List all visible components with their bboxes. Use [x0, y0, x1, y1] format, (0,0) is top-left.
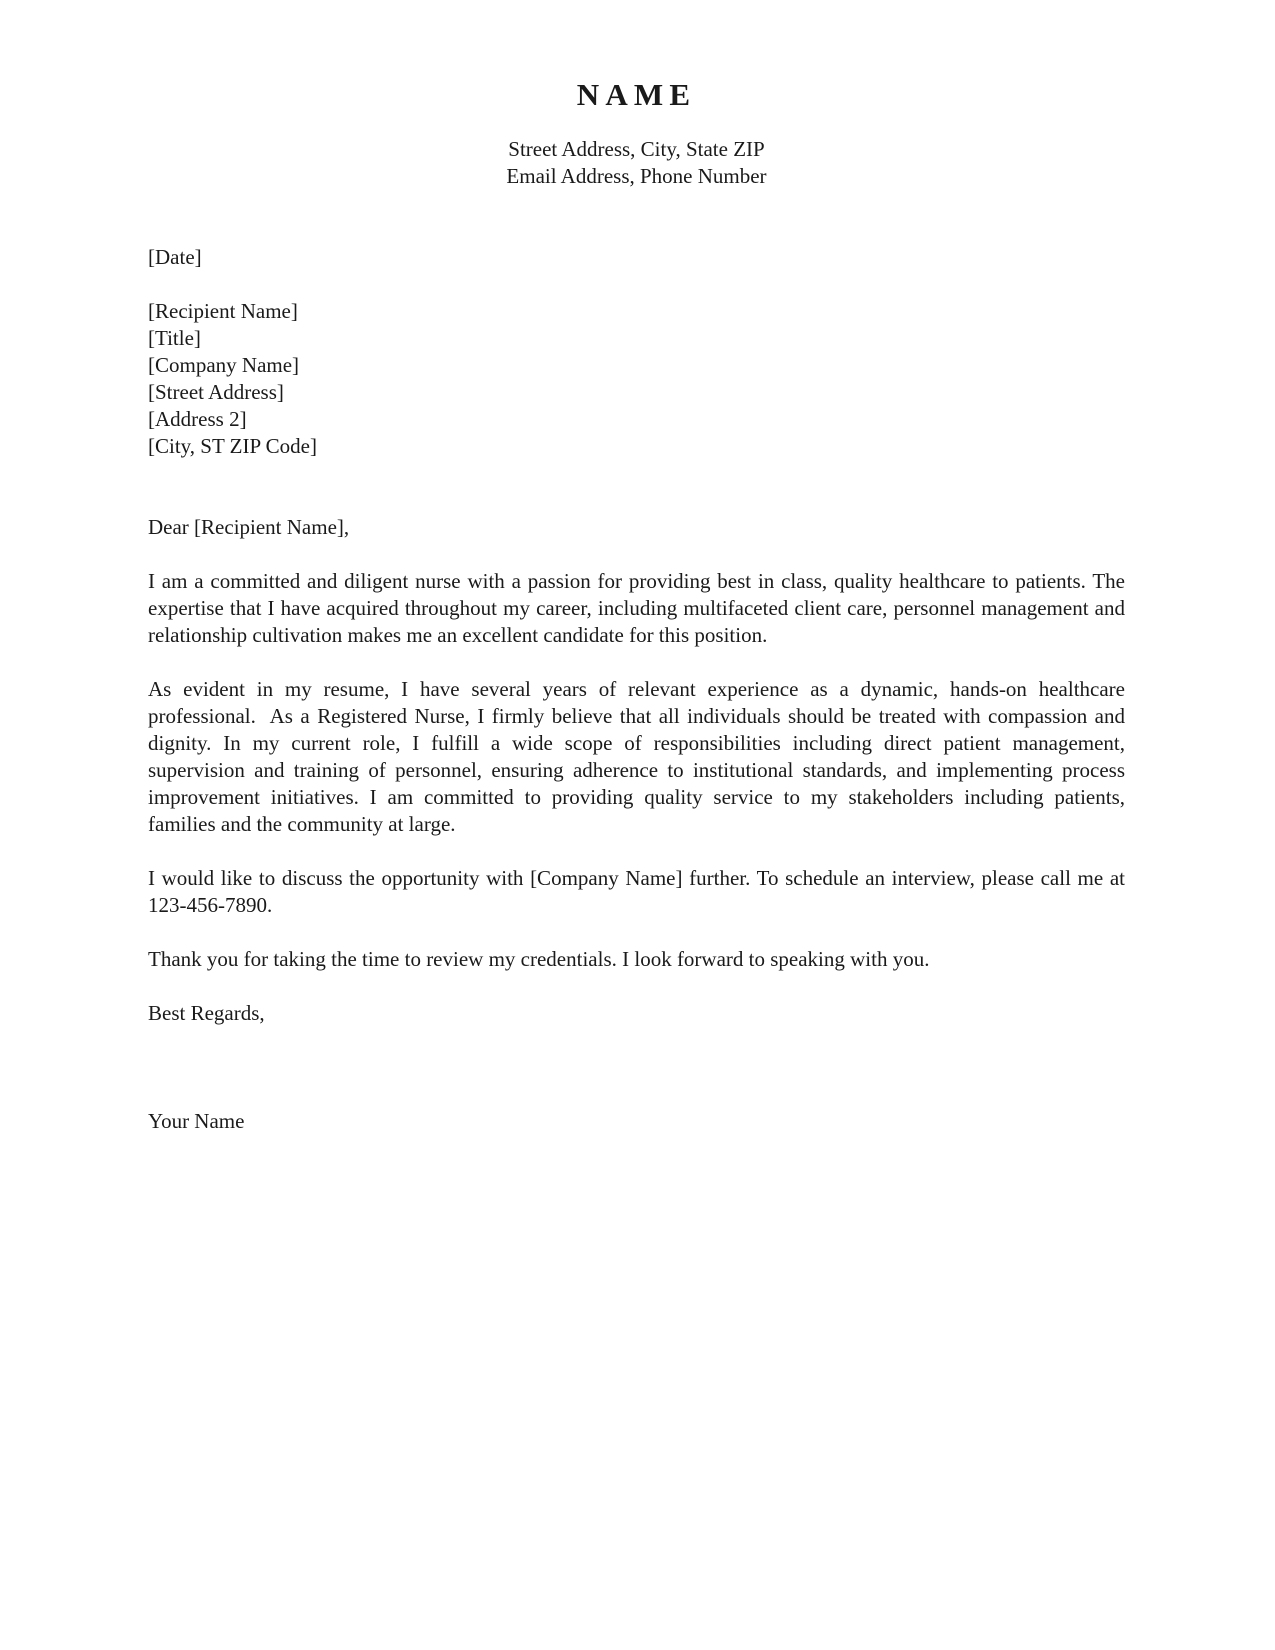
- salutation: Dear [Recipient Name],: [148, 515, 350, 539]
- sender-address-line: Street Address, City, State ZIP: [508, 137, 765, 161]
- recipient-name-line: [Recipient Name]: [148, 299, 298, 323]
- date-placeholder: [Date]: [148, 245, 202, 269]
- sender-contact-line: Email Address, Phone Number: [506, 164, 767, 188]
- paragraph-interview-request: I would like to discuss the opportunity with [Company Name] further. To schedule an interview, please call me at 123-456-7890.: [148, 866, 1125, 917]
- sender-name: NAME: [576, 77, 697, 112]
- signature-name: Your Name: [148, 1109, 245, 1133]
- paragraph-experience: As evident in my resume, I have several years of relevant experience as a dynamic, hands-on healthcare professional. As a Registered Nurse, I firmly believe that all individuals should be treated with compassion and dignity. In my current role, I fulfill a wide scope of responsibilities including direct patient management, supervision and training of personnel, ensuring adherence to institutional standards, and implementing process improvement initiatives. I am committed to providing quality service to my stakeholders including patients, families and the community at large.: [148, 677, 1125, 836]
- recipient-company-line: [Company Name]: [148, 353, 300, 377]
- recipient-address-block: [148, 298, 1125, 460]
- paragraph-intro: I am a committed and diligent nurse with a passion for providing best in class, quality healthcare to patients. The expertise that I have acquired throughout my career, including multifaceted client care, personnel management and relationship cultivation makes me an excellent candidate for this position.: [148, 569, 1125, 647]
- paragraph-thank-you: Thank you for taking the time to review my credentials. I look forward to speaking with you.: [148, 947, 930, 971]
- recipient-title-line: [Title]: [148, 326, 201, 350]
- closing-phrase: Best Regards,: [148, 1001, 265, 1025]
- recipient-address2-line: [Address 2]: [148, 407, 247, 431]
- letter-header: [148, 78, 1125, 190]
- recipient-city-line: [City, ST ZIP Code]: [148, 434, 317, 458]
- recipient-street-line: [Street Address]: [148, 380, 284, 404]
